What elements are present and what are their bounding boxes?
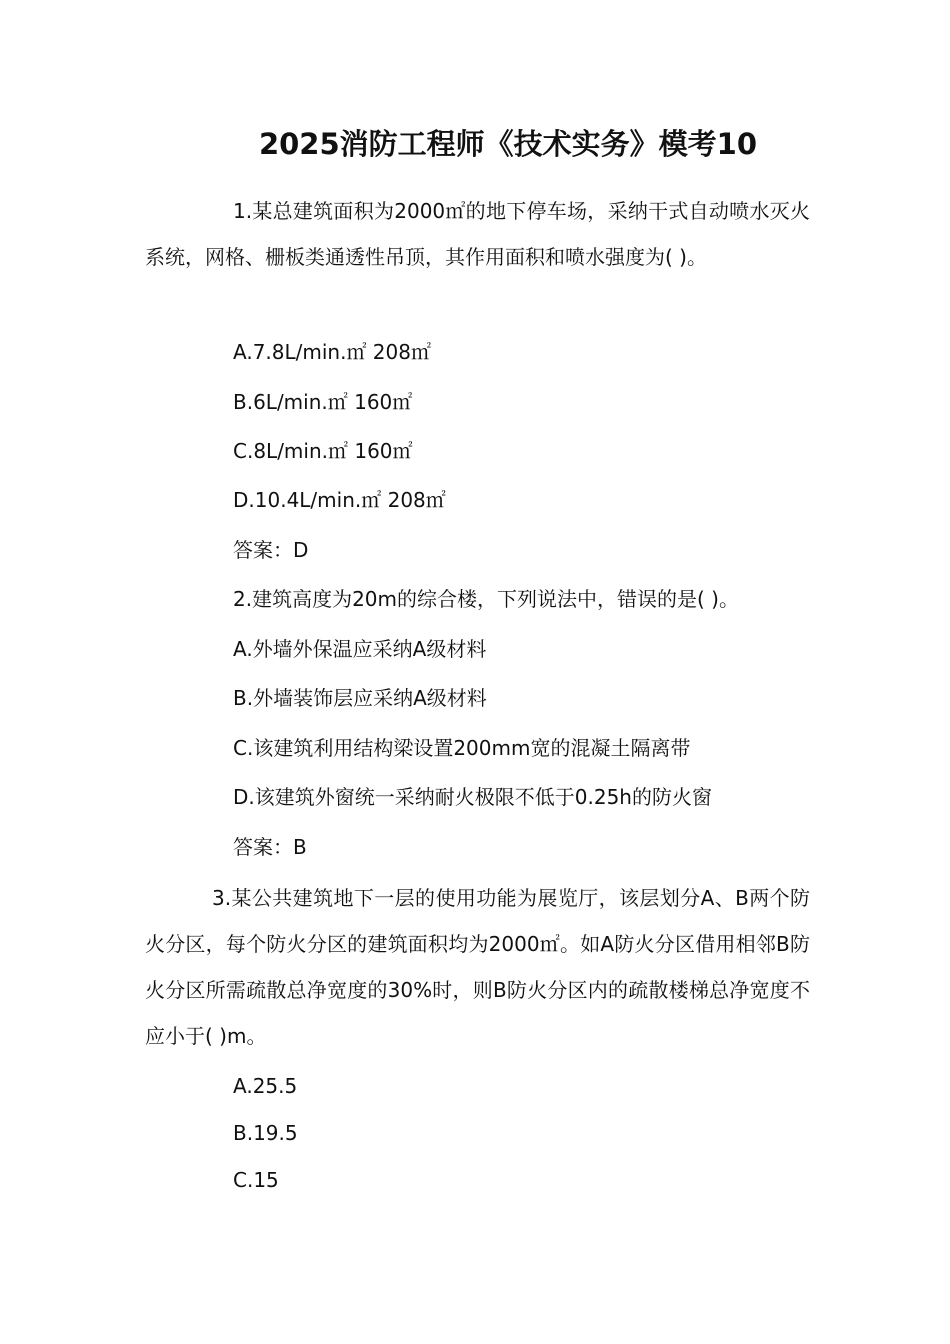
question-2-option-b: B.外墙装饰层应采纳A级材料 [233, 686, 487, 710]
question-2-answer: 答案：B [233, 835, 307, 859]
question-1-answer: 答案：D [233, 538, 309, 562]
question-2-option-c: C.该建筑利用结构梁设置200mm宽的混凝土隔离带 [233, 736, 691, 760]
question-1-option-c: C.8L/min.㎡ 160㎡ [233, 439, 413, 463]
question-1-option-a: A.7.8L/min.㎡ 208㎡ [233, 340, 431, 364]
question-2-option-d: D.该建筑外窗统一采纳耐火极限不低于0.25h的防火窗 [233, 785, 712, 809]
question-1-stem: 1.某总建筑面积为2000㎡的地下停车场，采纳干式自动喷水灭火系统，网格、栅板类通透性吊顶，其作用面积和喷水强度为( )。 [145, 199, 810, 269]
question-3-option-a: A.25.5 [233, 1074, 298, 1098]
question-3-stem: 3.某公共建筑地下一层的使用功能为展览厅，该层划分A、B两个防火分区，每个防火分区的建筑面积均为2000㎡。如A防火分区借用相邻B防火分区所需疏散总净宽度的30%时，则B防火分区内的疏散楼梯总净宽度不应小于( )m。 [145, 886, 810, 1048]
question-1-option-d: D.10.4L/min.㎡ 208㎡ [233, 488, 446, 512]
question-2-option-a: A.外墙外保温应采纳A级材料 [233, 637, 487, 661]
question-2-stem: 2.建筑高度为20m的综合楼，下列说法中，错误的是( )。 [233, 587, 739, 611]
question-3-option-b: B.19.5 [233, 1121, 298, 1145]
document-title: 2025消防工程师《技术实务》模考10 [258, 127, 758, 161]
question-3-option-c: C.15 [233, 1168, 279, 1192]
question-1-option-b: B.6L/min.㎡ 160㎡ [233, 390, 413, 414]
